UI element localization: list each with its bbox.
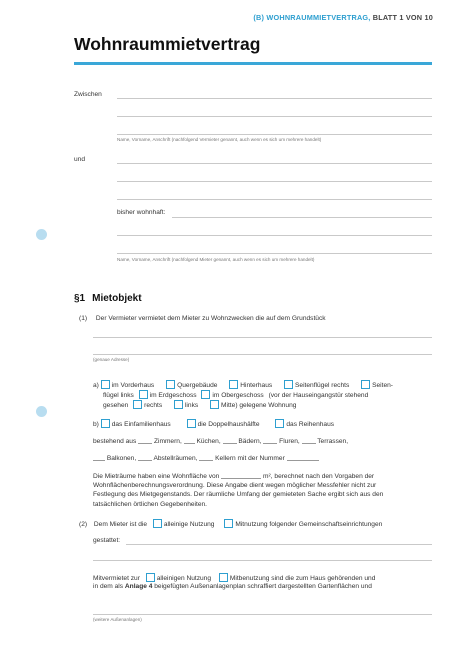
tenant-line-5[interactable]	[117, 253, 432, 254]
checkbox-links[interactable]	[174, 400, 183, 409]
checkbox-alleinige-nutzung[interactable]	[153, 519, 162, 528]
page-title: Wohnraummietvertrag	[74, 34, 261, 54]
rooms-kuechen: Küchen,	[196, 438, 221, 445]
area-unit: m²	[263, 473, 271, 480]
rooms-balkone: Balkonen,	[106, 455, 137, 462]
opt-mitbenutzung: Mitbenutzung sind die zum Haus gehörenden und	[229, 575, 376, 582]
blank-keller-nummer[interactable]	[287, 454, 319, 461]
mitvermietet-line-2	[93, 582, 372, 591]
opt-hauseingang: (vor der Hauseingangstür stehend	[268, 392, 369, 399]
previous-address-label: bisher wohnhaft:	[117, 209, 166, 216]
opt-gesehen: gesehen	[103, 402, 129, 409]
area-post: , berechnet nach den Vorgaben der	[270, 473, 375, 480]
option-a-line-3	[103, 400, 296, 410]
blank-keller[interactable]	[199, 454, 213, 461]
address-line-1[interactable]	[93, 337, 432, 338]
section-letter: (B)	[253, 13, 265, 22]
checkbox-einfamilienhaus[interactable]	[101, 419, 110, 428]
opt-hinterhaus: Hinterhaus	[240, 382, 273, 389]
tenant-line-4[interactable]	[117, 235, 432, 236]
blank-terrassen[interactable]	[302, 437, 316, 444]
opt-reihenhaus: das Reihenhaus	[286, 421, 335, 428]
checkbox-erdgeschoss[interactable]	[139, 390, 148, 399]
opt-quergebaeude: Quergebäude	[177, 382, 218, 389]
landlord-line-3[interactable]	[117, 134, 432, 135]
mitvermietet-pre: Mitvermietet zur	[93, 575, 140, 582]
address-line-2[interactable]	[93, 354, 432, 355]
checkbox-alleinigen-nutzung[interactable]	[146, 573, 155, 582]
paragraph-2	[79, 519, 382, 529]
checkbox-doppelhaushaelfte[interactable]	[187, 419, 196, 428]
rooms-intro: bestehend aus	[93, 438, 137, 445]
rooms-keller: Kellern mit der Nummer	[215, 455, 285, 462]
blank-flure[interactable]	[263, 437, 277, 444]
checkbox-reihenhaus[interactable]	[275, 419, 284, 428]
tenant-line-2[interactable]	[117, 181, 432, 182]
blank-abstellraeume[interactable]	[138, 454, 152, 461]
title-rule	[74, 62, 432, 65]
area-line-4: tatsächlichen örtlichen Gegebenheiten.	[93, 500, 208, 508]
area-paragraph	[93, 472, 433, 509]
paragraph-1	[79, 314, 326, 323]
opt-einfamilienhaus: das Einfamilienhaus	[111, 421, 171, 428]
blank-baeder[interactable]	[223, 437, 237, 444]
checkbox-quergebaeude[interactable]	[166, 380, 175, 389]
opt-doppelhaushaelfte: die Doppelhaushälfte	[197, 421, 260, 428]
paragraph-2-text: Dem Mieter ist die	[93, 521, 148, 528]
blank-kuechen[interactable]	[184, 437, 195, 444]
landlord-hint: Name, Vorname, Anschrift (nachfolgend Vermieter genannt, auch wenn es sich um mehrere handelt)	[117, 137, 322, 142]
section-title: Mietobjekt	[92, 293, 142, 304]
option-b-label: b)	[93, 421, 99, 428]
area-line-2: Wohnflächenberechnungsverordnung. Diese Angabe dient wegen möglicher Messfehler nicht zur	[93, 482, 377, 490]
opt-erdgeschoss: im Erdgeschoss	[149, 392, 197, 399]
checkbox-mitte[interactable]	[210, 400, 219, 409]
mitvermietet-l2-pre: in dem als	[93, 583, 124, 590]
tenant-line-3[interactable]	[117, 199, 432, 200]
area-pre: Die Mieträume haben eine Wohnfläche von	[93, 473, 220, 480]
previous-address-line[interactable]	[172, 217, 432, 218]
address-hint: (genaue Adresse)	[93, 357, 130, 362]
paragraph-2-number: (2)	[79, 521, 88, 528]
sheet-number: BLATT 1 VON 10	[372, 13, 433, 22]
opt-vorderhaus: im Vorderhaus	[111, 382, 155, 389]
blank-zimmer[interactable]	[138, 437, 152, 444]
section-heading	[74, 293, 142, 304]
opt-links: links	[184, 402, 199, 409]
opt-alleinigen-nutzung: alleinigen Nutzung	[156, 575, 212, 582]
rooms-terrassen: Terrassen,	[317, 438, 349, 445]
punch-hole-bottom	[36, 406, 47, 417]
document-name: WOHNRAUMMIETVERTRAG,	[266, 13, 371, 22]
checkbox-seitenfluegel-links[interactable]	[361, 380, 370, 389]
landlord-line-2[interactable]	[117, 116, 432, 117]
rooms-flure: Fluren,	[279, 438, 300, 445]
sheet-header	[253, 13, 433, 22]
option-a-line-1	[93, 380, 393, 390]
blank-balkone[interactable]	[93, 454, 105, 461]
opt-seitenfluegel-rechts: Seitenflügel rechts	[295, 382, 350, 389]
checkbox-hinterhaus[interactable]	[229, 380, 238, 389]
gestattet-line[interactable]	[126, 544, 432, 545]
option-a-line-2	[103, 390, 368, 400]
opt-fluegel-links: flügel links	[103, 392, 134, 399]
rooms-baeder: Bädern,	[238, 438, 262, 445]
rooms-zimmer: Zimmern,	[153, 438, 182, 445]
opt-mitte: Mitte	[221, 402, 236, 409]
opt-mitnutzung: Mitnutzung folgender Gemeinschaftseinrichtungen	[235, 521, 383, 528]
opt-obergeschoss: im Obergeschoss	[212, 392, 264, 399]
rooms-line-1	[93, 437, 348, 446]
checkbox-mitbenutzung[interactable]	[219, 573, 228, 582]
aussenanlagen-line[interactable]	[93, 614, 432, 615]
blank-wohnflaeche[interactable]	[221, 472, 261, 479]
paragraph-text: Der Vermieter vermietet dem Mieter zu Wohnzwecken die auf dem Grundstück	[95, 315, 326, 322]
area-line-3: Festlegung des Mietgegenstands. Der räumliche Umfang der gemieteten Sache ergibt sich aus den	[93, 491, 384, 499]
checkbox-obergeschoss[interactable]	[201, 390, 210, 399]
anlage-4-reference: Anlage 4	[124, 583, 153, 590]
paragraph-number: (1)	[79, 315, 88, 322]
opt-rechts: rechts	[144, 402, 163, 409]
zwischen-label: Zwischen	[74, 91, 102, 98]
opt-alleinige-nutzung: alleinige Nutzung	[163, 521, 215, 528]
option-a-label: a)	[93, 382, 99, 389]
tenant-line-1[interactable]	[117, 163, 432, 164]
checkbox-rechts[interactable]	[133, 400, 142, 409]
gemeinschaft-line[interactable]	[93, 560, 432, 561]
opt-gelegene-wohnung: ) gelegene Wohnung	[235, 402, 297, 409]
opt-seitenfluegel: Seiten-	[372, 382, 393, 389]
mitvermietet-l2-post: beigefügten Außenanlagenplan schraffiert dargestellten Gartenflächen und	[154, 583, 372, 590]
checkbox-mitnutzung[interactable]	[224, 519, 233, 528]
option-b-line	[93, 419, 334, 429]
punch-hole-top	[36, 229, 47, 240]
rooms-abstellraeume: Abstellräumen,	[153, 455, 198, 462]
und-label: und	[74, 156, 86, 163]
aussenanlagen-hint: (weitere Außenanlagen)	[93, 617, 142, 622]
tenant-hint: Name, Vorname, Anschrift (nachfolgend Mieter genannt, auch wenn es sich um mehrere handelt)	[117, 257, 315, 262]
gestattet-label: gestattet:	[93, 537, 121, 544]
section-number: §1	[74, 293, 86, 304]
rooms-line-2	[93, 454, 319, 463]
checkbox-seitenfluegel-rechts[interactable]	[284, 380, 293, 389]
checkbox-vorderhaus[interactable]	[101, 380, 110, 389]
landlord-line-1[interactable]	[117, 98, 432, 99]
